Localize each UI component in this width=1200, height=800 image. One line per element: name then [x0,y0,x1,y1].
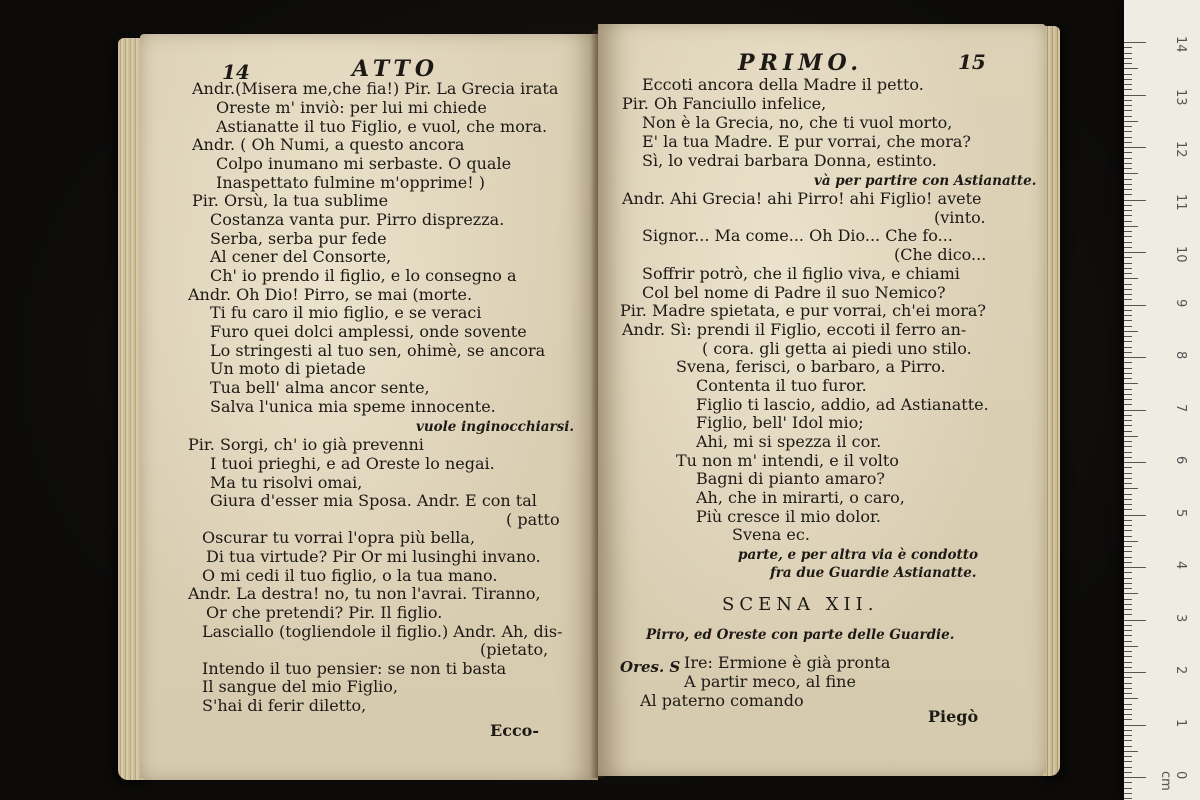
text-line-continuation: (Che dico... [894,245,987,264]
ruler-tick [1124,163,1132,164]
ruler-tick [1124,368,1132,369]
ruler-tick [1124,777,1146,778]
text-line: Andr.(Misera me,che fia!) Pir. La Grecia irata [192,79,559,98]
ruler-tick [1124,562,1132,563]
measuring-ruler [1124,0,1200,800]
ruler-tick [1124,709,1132,710]
text-line: Svena, ferisci, o barbaro, a Pirro. [676,357,946,376]
ruler-tick [1124,310,1132,311]
ruler-tick [1124,173,1138,174]
ruler-tick [1124,315,1132,316]
ruler-tick [1124,651,1132,652]
text-line: Ah, che in mirarti, o caro, [696,488,905,507]
ruler-tick [1124,625,1132,626]
ruler-number: 9 [1173,298,1188,307]
text-line: Figlio, bell' Idol mio; [696,413,864,432]
ruler-tick [1124,614,1132,615]
ruler-tick [1124,378,1132,379]
ruler-tick [1124,567,1146,568]
ruler-tick [1124,630,1132,631]
ruler-tick [1124,604,1132,605]
ruler-tick [1124,735,1132,736]
text-line: Soffrir potrò, che il figlio viva, e chiami [642,264,960,283]
ruler-tick [1124,551,1132,552]
ruler-tick [1124,494,1132,495]
text-line: Ma tu risolvi omai, [210,473,363,492]
ruler-tick [1124,110,1132,111]
ruler-tick [1124,782,1132,783]
ruler-tick [1124,410,1146,411]
ruler-tick [1124,530,1132,531]
ruler-tick [1124,730,1132,731]
ruler-number: 10 [1173,246,1188,263]
ruler-tick [1124,620,1146,621]
right-page-number: 15 [958,50,986,74]
ruler-number: 14 [1173,36,1188,53]
ruler-tick [1124,305,1146,306]
ruler-tick [1124,572,1132,573]
text-line: Di tua virtude? Pir Or mi lusinghi invano. [206,547,541,566]
ruler-tick [1124,131,1132,132]
ruler-tick [1124,399,1132,400]
stage-direction: fra due Guardie Astianatte. [770,565,977,581]
text-line: Oscurar tu vorrai l'opra più bella, [202,528,476,547]
ruler-tick [1124,226,1138,227]
ruler-tick [1124,116,1132,117]
text-line: Lo stringesti al tuo sen, ohimè, se ancora [210,341,546,360]
ruler-tick [1124,483,1132,484]
ruler-tick [1124,793,1132,794]
ruler-tick [1124,63,1132,64]
text-line: E' la tua Madre. E pur vorrai, che mora? [642,132,971,151]
ruler-tick [1124,137,1132,138]
text-line: Oreste m' inviò: per lui mi chiede [216,98,487,117]
left-page-number: 14 [222,60,250,84]
text-line: Serba, serba pur fede [210,229,387,248]
ruler-tick [1124,389,1132,390]
ruler-tick [1124,499,1132,500]
ruler-tick [1124,347,1132,348]
ruler-tick [1124,247,1132,248]
ruler-tick [1124,425,1132,426]
ruler-tick [1124,362,1132,363]
ruler-tick [1124,546,1132,547]
text-line: Eccoti ancora della Madre il petto. [642,75,924,94]
ruler-tick [1124,236,1132,237]
ruler-number: 0 cm [1158,771,1188,791]
ruler-tick [1124,189,1132,190]
ruler-tick [1124,583,1132,584]
ruler-tick [1124,698,1138,699]
text-line-continuation: (pietato, [480,640,549,659]
ruler-tick [1124,394,1132,395]
ruler-tick [1124,719,1132,720]
ruler-tick [1124,688,1132,689]
text-line: Salva l'unica mia speme innocente. [210,397,496,416]
text-line: A partir meco, al fine [684,672,856,691]
ruler-tick [1124,42,1146,43]
text-line: Pir. Orsù, la tua sublime [192,191,389,210]
ruler-tick [1124,772,1132,773]
ruler-tick [1124,294,1132,295]
ruler-tick [1124,373,1132,374]
ruler-tick [1124,336,1132,337]
ruler-tick [1124,725,1146,726]
ruler-tick [1124,541,1138,542]
ruler-tick [1124,404,1132,405]
ruler-tick [1124,320,1132,321]
ruler-tick [1124,121,1138,122]
text-line: O mi cedi il tuo figlio, o la tua mano. [202,566,498,585]
ruler-tick [1124,646,1138,647]
ruler-tick [1124,578,1132,579]
ruler-tick [1124,215,1132,216]
text-line: Andr. Ahi Grecia! ahi Pirro! ahi Figlio! avete [622,189,982,208]
ruler-tick [1124,557,1132,558]
ruler-tick [1124,441,1132,442]
text-line: Al paterno comando [640,691,804,710]
ruler-tick [1124,126,1132,127]
text-line: Intendo il tuo pensier: se non ti basta [202,659,507,678]
stage-direction: và per partire con Astianatte. [814,173,1037,189]
ruler-tick [1124,740,1132,741]
catchword: Ecco- [490,721,539,740]
text-line-continuation: ( patto [506,510,560,529]
ruler-tick [1124,588,1132,589]
ruler-tick [1124,84,1132,85]
ruler-tick [1124,656,1132,657]
ruler-number: 1 [1173,718,1188,727]
right-page [598,24,1046,776]
text-line: Ire: Ermione è già pronta [684,653,891,672]
ruler-tick [1124,242,1132,243]
text-line: Contenta il tuo furor. [696,376,867,395]
text-line: Andr. Oh Dio! Pirro, se mai (morte. [188,285,473,304]
ruler-tick [1124,599,1132,600]
text-line: Pir. Madre spietata, e pur vorrai, ch'ei mora? [620,301,986,320]
ruler-tick [1124,515,1146,516]
text-line: Figlio ti lascio, addio, ad Astianatte. [696,395,989,414]
stage-direction: parte, e per altra via è condotto [738,547,978,563]
ruler-tick [1124,504,1132,505]
text-line: Pir. Oh Fanciullo infelice, [622,94,827,113]
text-line: Pir. Sorgi, ch' io già prevenni [188,435,424,454]
text-line: Signor... Ma come... Oh Dio... Che fo... [642,226,953,245]
ruler-tick [1124,184,1132,185]
ruler-number: 8 [1173,351,1188,360]
ruler-tick [1124,383,1138,384]
scene-characters: Pirro, ed Oreste con parte delle Guardie. [646,627,955,643]
text-line: Astianatte il tuo Figlio, e vuol, che mora. [216,117,548,136]
ruler-number: 11 [1173,193,1188,211]
ruler-tick [1124,79,1132,80]
text-line: S'hai di ferir diletto, [202,696,367,715]
text-line: Costanza vanta pur. Pirro disprezza. [210,210,505,229]
ruler-tick [1124,263,1132,264]
left-running-header: ATTO [352,56,439,82]
text-line: Non è la Grecia, no, che ti vuol morto, [642,113,953,132]
ruler-tick [1124,142,1132,143]
ruler-number: 12 [1173,141,1188,158]
text-line: Andr. La destra! no, tu non l'avrai. Tiranno, [188,584,541,603]
text-line: Ti fu caro il mio figlio, e se veraci [210,303,482,322]
text-line: Inaspettato fulmine m'opprime! ) [216,173,485,192]
ruler-tick [1124,767,1132,768]
ruler-tick [1124,473,1132,474]
ruler-tick [1124,761,1132,762]
left-page [140,34,598,780]
ruler-tick [1124,693,1132,694]
ruler-tick [1124,667,1132,668]
text-line: Colpo inumano mi serbaste. O quale [216,154,512,173]
ruler-tick [1124,746,1132,747]
catchword: Piegò [928,707,979,726]
text-line: Sì, lo vedrai barbara Donna, estinto. [642,151,937,170]
ruler-tick [1124,478,1132,479]
ruler-tick [1124,714,1132,715]
ruler-tick [1124,677,1132,678]
ruler-tick [1124,341,1132,342]
ruler-tick [1124,147,1146,148]
ruler-tick [1124,100,1132,101]
ruler-tick [1124,457,1132,458]
ruler-tick [1124,158,1132,159]
ruler-tick [1124,609,1132,610]
text-line: Svena ec. [732,525,810,544]
ruler-tick [1124,231,1132,232]
ruler-tick [1124,446,1132,447]
text-line: Ch' io prendo il figlio, e lo consegno a [210,266,517,285]
text-line: Lasciallo (togliendole il figlio.) Andr. Ah, dis- [202,622,563,641]
ruler-tick [1124,299,1132,300]
text-line: Andr. ( Oh Numi, a questo ancora [192,135,465,154]
ruler-tick [1124,704,1132,705]
right-running-header: PRIMO. [738,50,864,76]
ruler-number: 7 [1173,403,1188,412]
ruler-tick [1124,788,1132,789]
ruler-tick [1124,68,1138,69]
text-line: Col bel nome di Padre il suo Nemico? [642,283,946,302]
ruler-tick [1124,641,1132,642]
text-line: Il sangue del mio Figlio, [202,677,399,696]
text-line: Ahi, mi si spezza il cor. [696,432,882,451]
ruler-tick [1124,205,1132,206]
ruler-number: 13 [1173,88,1188,106]
ruler-tick [1124,352,1132,353]
ruler-tick [1124,798,1132,799]
ruler-tick [1124,431,1132,432]
ruler-tick [1124,152,1132,153]
text-line: Più cresce il mio dolor. [696,507,882,526]
ruler-tick [1124,756,1132,757]
ruler-tick [1124,525,1132,526]
ruler-tick [1124,536,1132,537]
scene-heading: SCENA XII. [722,594,879,615]
text-line: Tua bell' alma ancor sente, [210,378,430,397]
ruler-tick [1124,257,1132,258]
ruler-tick [1124,221,1132,222]
ruler-tick [1124,462,1146,463]
ruler-tick [1124,672,1146,673]
ruler-tick [1124,326,1132,327]
speaker-dropcap: Ores. S [620,658,681,676]
ruler-tick [1124,520,1132,521]
ruler-tick [1124,662,1132,663]
ruler-tick [1124,273,1132,274]
ruler-tick [1124,252,1146,253]
text-line: Al cener del Consorte, [210,247,392,266]
ruler-tick [1124,53,1132,54]
text-line: Andr. Sì: prendi il Figlio, eccoti il ferro an- [622,320,967,339]
ruler-tick [1124,89,1132,90]
ruler-tick [1124,751,1138,752]
ruler-tick [1124,284,1132,285]
text-line: Furo quei dolci amplessi, onde sovente [210,322,527,341]
text-line: Un moto di pietade [210,359,366,378]
ruler-tick [1124,200,1146,201]
ruler-tick [1124,357,1146,358]
ruler-tick [1124,635,1132,636]
text-line: Giura d'esser mia Sposa. Andr. E con tal [210,491,537,510]
text-line: I tuoi prieghi, e ad Oreste lo negai. [210,454,495,473]
text-line: Tu non m' intendi, e il volto [676,451,899,470]
ruler-tick [1124,593,1138,594]
ruler-tick [1124,683,1132,684]
ruler-tick [1124,509,1132,510]
ruler-tick [1124,452,1132,453]
ruler-number: 5 [1173,508,1188,517]
ruler-tick [1124,488,1138,489]
ruler-tick [1124,210,1132,211]
ruler-tick [1124,436,1138,437]
ruler-tick [1124,194,1132,195]
ruler-tick [1124,467,1132,468]
ruler-tick [1124,420,1132,421]
ruler-tick [1124,47,1132,48]
text-line: ( cora. gli getta ai piedi uno stilo. [702,339,972,358]
text-line: Or che pretendi? Pir. Il figlio. [206,603,443,622]
ruler-number: 4 [1173,561,1188,570]
ruler-tick [1124,179,1132,180]
ruler-number: 2 [1173,666,1188,675]
ruler-tick [1124,105,1132,106]
ruler-tick [1124,278,1138,279]
text-line: Bagni di pianto amaro? [696,469,885,488]
ruler-tick [1124,331,1138,332]
ruler-tick [1124,74,1132,75]
ruler-number: 6 [1173,456,1188,465]
ruler-tick [1124,268,1132,269]
text-line-continuation: (vinto. [934,208,986,227]
stage-direction: vuole inginocchiarsi. [416,419,575,435]
ruler-tick [1124,415,1132,416]
ruler-tick [1124,168,1132,169]
ruler-tick [1124,58,1132,59]
ruler-tick [1124,289,1132,290]
ruler-tick [1124,95,1146,96]
ruler-number: 3 [1173,613,1188,622]
